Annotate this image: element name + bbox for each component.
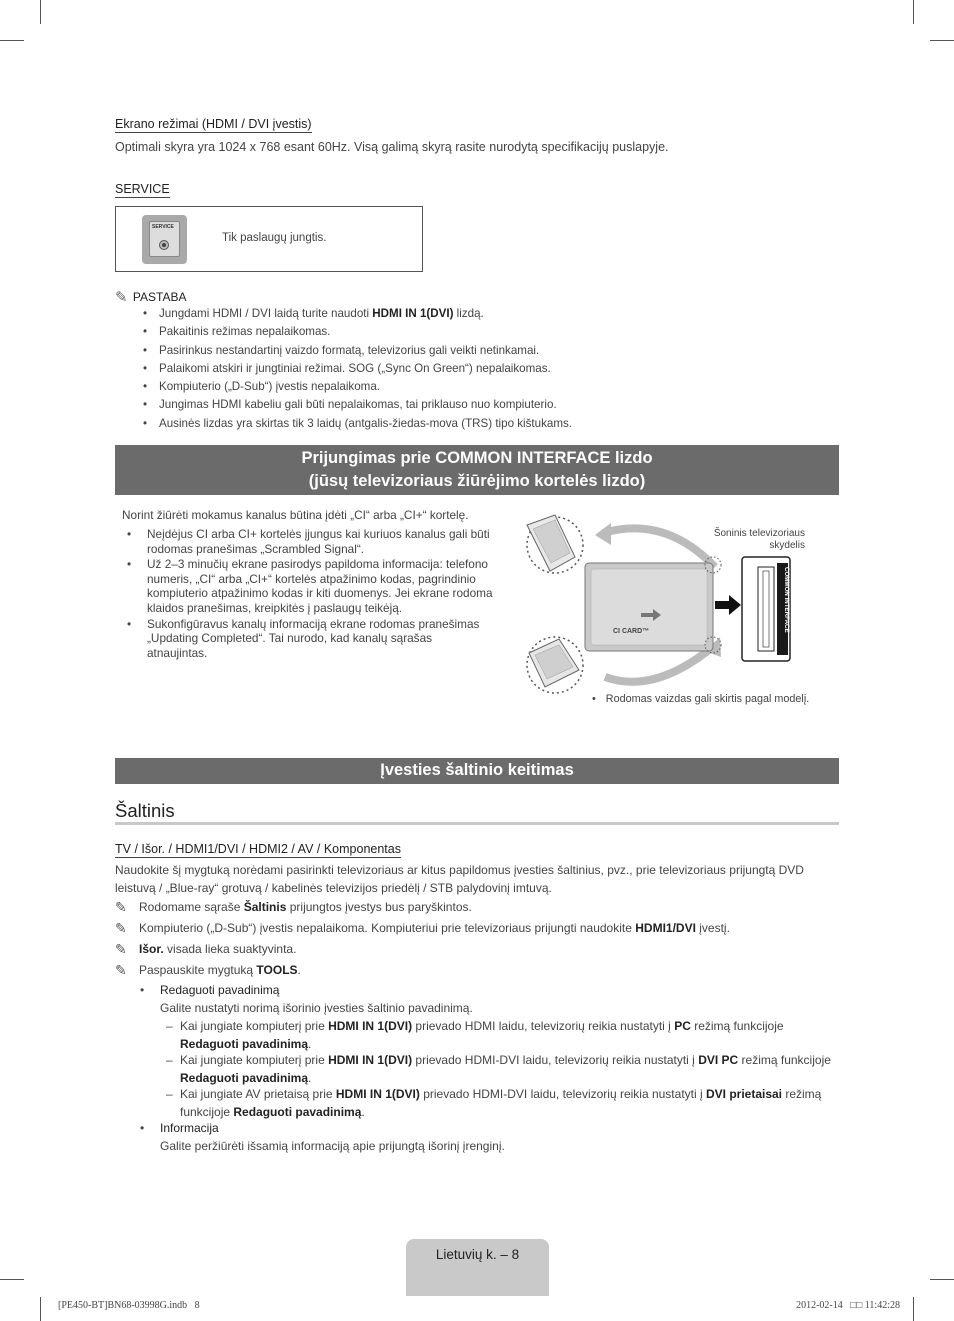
service-port-label: SERVICE bbox=[152, 224, 174, 230]
saltinis-subtitle-wrap bbox=[115, 842, 401, 858]
ci-banner-line2: (jūsų televizoriaus žiūrėjimo kortelės lizdo) bbox=[308, 472, 646, 490]
crop-mark bbox=[913, 1297, 914, 1321]
saltinis-subtitle: TV / Išor. / HDMI1/DVI / HDMI2 / AV / Komponentas bbox=[115, 842, 401, 856]
footer-date: 2012-02-14 □□ 11:42:28 bbox=[796, 1300, 900, 1311]
crop-mark bbox=[913, 0, 914, 24]
crop-mark bbox=[930, 1279, 954, 1280]
pastaba-list bbox=[115, 305, 835, 433]
list-item: • Palaikomi atskiri ir jungtiniai režimai. SOG („Sync On Green“) nepalaikomas. bbox=[115, 360, 835, 378]
list-item: • Neįdėjus CI arba CI+ kortelės įjungus kai kuriuos kanalus gali būti rodomas pranešimas „Scrambled Signal“. bbox=[115, 527, 495, 556]
pencil-icon: ✎ bbox=[115, 899, 127, 915]
footer-file: [PE450-BT]BN68-03998G.indb 8 bbox=[58, 1300, 200, 1311]
page-number-tab bbox=[406, 1239, 549, 1296]
pastaba-header bbox=[115, 287, 187, 305]
saltinis-heading-box bbox=[115, 800, 839, 825]
edit-name-desc: Galite nustatyti norimą išorinio įvesties šaltinio pavadinimą. bbox=[160, 1001, 473, 1015]
page-number: Lietuvių k. – 8 bbox=[435, 1247, 520, 1262]
service-box bbox=[115, 206, 423, 272]
dash-item: – Kai jungiate kompiuterį prie HDMI IN 1(DVI) prievado HDMI laidu, televizorių reikia nustatyti į PC režimą funkcijoje Redaguoti pavadinimą. bbox=[166, 1019, 784, 1051]
service-description: Tik paslaugų jungtis. bbox=[222, 232, 327, 244]
pencil-icon: ✎ bbox=[115, 920, 127, 936]
dash-item: – Kai jungiate AV prietaisą prie HDMI IN 1(DVI) prievado HDMI-DVI laidu, televizorių reikia nustatyti į DVI prietaisai režimą funkcijoje Redaguoti pavadinimą. bbox=[166, 1087, 822, 1119]
pencil-icon: ✎ bbox=[115, 962, 127, 978]
insert-arrow-icon bbox=[715, 595, 741, 615]
pastaba-title: PASTABA bbox=[132, 290, 187, 304]
list-item: • Pasirinkus nestandartinį vaizdo formatą, televizorius gali veikti netinkamai. bbox=[115, 342, 835, 360]
crop-mark bbox=[40, 0, 41, 24]
crop-mark bbox=[40, 1297, 41, 1321]
pencil-icon: ✎ bbox=[115, 941, 127, 957]
side-panel-label: skydelis bbox=[769, 540, 805, 551]
list-item: • Sukonfigūravus kanalų informaciją ekrane rodomas pranešimas „Updating Completed“. Tai nurodo, kad kanalų sąrašas atnaujintas. bbox=[115, 617, 495, 661]
note: ✎ Išor. visada lieka suaktyvinta. bbox=[115, 939, 835, 960]
saltinis-desc: Naudokite šį mygtuką norėdami pasirinkti televizoriaus ar kitus papildomus įvesties šaltinius, pvz., prie televizoriaus prijungtą DVD leistuvą / „Blue-ray“ grotuvą / kabelinės televizijos priedėlį / STB palydovinį imtuvą. bbox=[115, 863, 804, 895]
crop-mark bbox=[0, 1279, 24, 1280]
display-modes-text: Optimali skyra yra 1024 x 768 esant 60Hz. Visą galimą skyrą rasite nurodytą specifikacijų puslapyje. bbox=[115, 140, 669, 154]
saltinis-notes bbox=[115, 897, 835, 981]
info-item: • Informacija bbox=[140, 1121, 219, 1135]
ci-intro: Norint žiūrėti mokamus kanalus būtina įdėti „CI“ arba „CI+“ kortelę. bbox=[122, 508, 469, 522]
display-modes-title: Ekrano režimai (HDMI / DVI įvestis) bbox=[115, 117, 312, 131]
service-port-icon bbox=[142, 215, 187, 264]
ci-banner-line1: Prijungimas prie COMMON INTERFACE lizdo bbox=[301, 449, 653, 467]
ci-banner bbox=[115, 445, 839, 495]
list-item: • Ausinės lizdas yra skirtas tik 3 laidų (antgalis-žiedas-mova (TRS) tipo kištukams. bbox=[115, 415, 835, 433]
crop-mark bbox=[0, 40, 24, 41]
side-panel-label: Šoninis televizoriaus bbox=[713, 528, 805, 539]
list-item: • Pakaitinis režimas nepalaikomas. bbox=[115, 323, 835, 341]
saltinis-heading: Šaltinis bbox=[115, 800, 175, 821]
list-item: • Už 2–3 minučių ekrane pasirodys papildoma informacija: telefono numeris, „CI“ arba „CI+“ kortelės atpažinimo kodas, pagrindinio kompiuterio atpažinimo kodas ir kiti duomenys. Jei ekrane rodoma klaidos pranešimas, kreipkitės į paslaugų teikėją. bbox=[115, 557, 495, 615]
service-section bbox=[115, 182, 170, 198]
card-top-icon bbox=[527, 515, 575, 571]
note: ✎ Kompiuterio („D-Sub“) įvestis nepalaikoma. Kompiuteriui prie televizoriaus prijungti naudokite HDMI1/DVI įvestį. bbox=[115, 918, 835, 939]
info-desc: Galite peržiūrėti išsamią informaciją apie prijungtą išorinį įrenginį. bbox=[160, 1139, 505, 1153]
card-bottom-icon bbox=[529, 639, 579, 687]
ci-list bbox=[115, 527, 495, 661]
list-item: • Jungimas HDMI kabeliu gali būti nepalaikomas, tai priklauso nuo kompiuterio. bbox=[115, 396, 835, 414]
list-item: • Jungdami HDMI / DVI laidą turite naudoti HDMI IN 1(DVI) lizdą. bbox=[115, 305, 835, 323]
model-note: • Rodomas vaizdas gali skirtis pagal modelį. bbox=[592, 693, 810, 705]
note: ✎ Paspauskite mygtuką TOOLS. bbox=[115, 960, 835, 981]
service-title: SERVICE bbox=[115, 182, 170, 196]
dash-item: – Kai jungiate kompiuterį prie HDMI IN 1(DVI) prievado HDMI-DVI laidu, televizorių reikia nustatyti į DVI PC režimą funkcijoje Redaguoti pavadinimą. bbox=[166, 1053, 831, 1085]
source-banner: Įvesties šaltinio keitimas bbox=[115, 758, 839, 784]
pencil-icon: ✎ bbox=[115, 289, 128, 306]
display-modes-section bbox=[115, 117, 312, 133]
edit-name-item: • Redaguoti pavadinimą bbox=[140, 983, 280, 997]
note: ✎ Rodomame sąraše Šaltinis prijungtos įvestys bus paryškintos. bbox=[115, 897, 835, 918]
ci-card-illustration bbox=[515, 505, 840, 705]
ci-card-label: CI CARD™ bbox=[613, 628, 650, 635]
crop-mark bbox=[930, 40, 954, 41]
arrow-icon bbox=[603, 528, 715, 567]
list-item: • Kompiuterio („D-Sub“) įvestis nepalaikoma. bbox=[115, 378, 835, 396]
ci-slot-label: COMMON INTERFACE bbox=[783, 567, 790, 633]
